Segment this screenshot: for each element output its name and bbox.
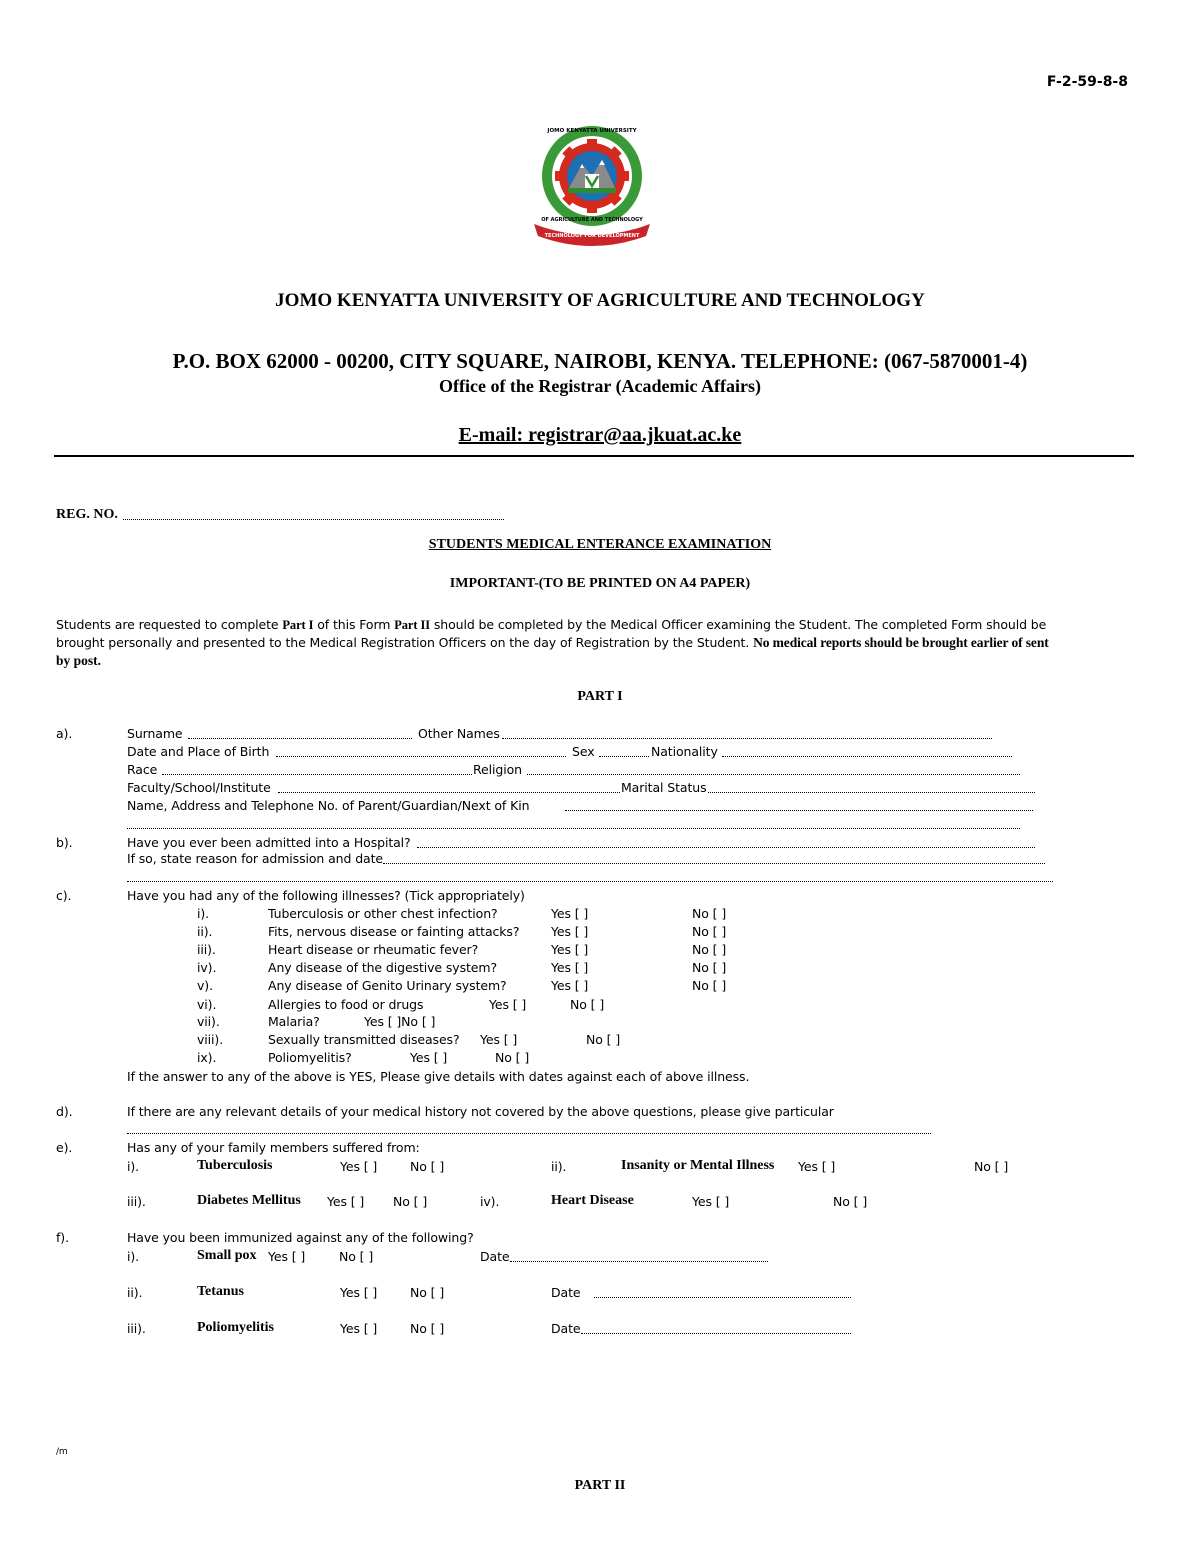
immunization-number: ii).: [127, 1285, 143, 1300]
intro-part1: Part I: [282, 618, 314, 632]
intro-text: of this Form: [313, 617, 395, 632]
illness-number: ix).: [197, 1050, 217, 1065]
section-a-label: a).: [56, 726, 73, 741]
sex-label: Sex: [572, 744, 595, 759]
faculty-field[interactable]: [278, 792, 620, 793]
other-names-label: Other Names: [418, 726, 500, 741]
illness-number: v).: [197, 978, 213, 993]
university-logo: [522, 124, 662, 249]
religion-label: Religion: [473, 762, 522, 777]
reg-no-field[interactable]: [123, 519, 504, 520]
intro-text: should be completed by the Medical Officer examining the Student. The completed Form should be: [430, 617, 1047, 632]
immunization-number: i).: [127, 1249, 140, 1264]
logo-ring-bottom-text: OF AGRICULTURE AND TECHNOLOGY: [541, 217, 643, 223]
family-no-checkbox[interactable]: No [ ]: [833, 1194, 868, 1209]
university-address: P.O. BOX 62000 - 00200, CITY SQUARE, NAIROBI, KENYA. TELEPHONE: (067-5870001-4): [172, 349, 1028, 373]
family-no-checkbox[interactable]: No [ ]: [393, 1194, 428, 1209]
immunization-no-checkbox[interactable]: No [ ]: [339, 1249, 374, 1264]
family-illness-text: Diabetes Mellitus: [197, 1193, 301, 1208]
illness-yes-checkbox[interactable]: Yes [ ]: [410, 1050, 448, 1065]
illness-no-checkbox[interactable]: No [ ]: [692, 942, 727, 957]
illness-text: Sexually transmitted diseases?: [268, 1032, 460, 1047]
family-illness-number: iv).: [480, 1194, 500, 1209]
immunization-date-field[interactable]: [581, 1333, 851, 1334]
office-name: Office of the Registrar (Academic Affairs): [438, 376, 762, 396]
family-illness-number: ii).: [551, 1159, 567, 1174]
admission-reason-question: If so, state reason for admission and date: [127, 851, 383, 866]
family-illness-number: iii).: [127, 1194, 146, 1209]
family-yes-checkbox[interactable]: Yes [ ]: [327, 1194, 365, 1209]
illness-number: viii).: [197, 1032, 224, 1047]
medical-history-field[interactable]: [127, 1133, 931, 1134]
illness-yes-checkbox[interactable]: Yes [ ]: [489, 997, 527, 1012]
immunization-date-label: Date: [480, 1249, 510, 1264]
illness-text: Tuberculosis or other chest infection?: [268, 906, 498, 921]
part-1-heading: PART I: [577, 689, 623, 704]
nationality-field[interactable]: [722, 756, 1012, 757]
illness-yes-checkbox[interactable]: Yes [ ]: [551, 978, 589, 993]
immunization-date-label: Date: [551, 1285, 581, 1300]
illness-no-checkbox[interactable]: No [ ]: [692, 978, 727, 993]
illness-number: iv).: [197, 960, 217, 975]
dob-label: Date and Place of Birth: [127, 744, 270, 759]
illness-text: Heart disease or rheumatic fever?: [268, 942, 479, 957]
illness-no-checkbox[interactable]: No [ ]: [586, 1032, 621, 1047]
footer-mark: /m: [56, 1447, 68, 1457]
family-no-checkbox[interactable]: No [ ]: [974, 1159, 1009, 1174]
intro-text: brought personally and presented to the Medical Registration Officers on the day of Registration by the Student.: [56, 635, 754, 650]
illness-yes-checkbox[interactable]: Yes [ ]: [551, 960, 589, 975]
logo-ring-top-text: JOMO KENYATTA UNIVERSITY: [547, 128, 637, 134]
race-label: Race: [127, 762, 158, 777]
immunization-no-checkbox[interactable]: No [ ]: [410, 1321, 445, 1336]
illness-text: Any disease of the digestive system?: [268, 960, 498, 975]
family-yes-checkbox[interactable]: Yes [ ]: [340, 1159, 378, 1174]
illness-yes-checkbox[interactable]: Yes [ ]: [551, 924, 589, 939]
university-name: JOMO KENYATTA UNIVERSITY OF AGRICULTURE AND TECHNOLOGY: [275, 290, 925, 311]
illness-no-checkbox[interactable]: No [ ]: [495, 1050, 530, 1065]
sex-field[interactable]: [599, 756, 649, 757]
illness-number: ii).: [197, 924, 213, 939]
immunization-text: Tetanus: [197, 1284, 244, 1299]
form-title: STUDENTS MEDICAL ENTERANCE EXAMINATION: [428, 537, 772, 552]
family-no-checkbox[interactable]: No [ ]: [410, 1159, 445, 1174]
section-d-label: d).: [56, 1104, 73, 1119]
immunization-question: Have you been immunized against any of the following?: [127, 1230, 474, 1245]
surname-field[interactable]: [188, 738, 412, 739]
parent-label: Name, Address and Telephone No. of Parent/Guardian/Next of Kin: [127, 798, 530, 813]
illness-question: Have you had any of the following illnesses? (Tick appropriately): [127, 888, 525, 903]
faculty-label: Faculty/School/Institute: [127, 780, 271, 795]
illness-no-checkbox[interactable]: No [ ]: [692, 906, 727, 921]
section-b-label: b).: [56, 835, 73, 850]
immunization-date-field[interactable]: [510, 1261, 768, 1262]
admission-reason-field[interactable]: [383, 863, 1045, 864]
immunization-yes-checkbox[interactable]: Yes [ ]: [268, 1249, 306, 1264]
illness-no-checkbox[interactable]: No [ ]: [692, 960, 727, 975]
admission-reason-field-line-2[interactable]: [127, 881, 1053, 882]
university-seal-icon: [522, 124, 662, 249]
reg-no-label: REG. NO.: [56, 507, 118, 522]
intro-part2: Part II: [394, 618, 430, 632]
immunization-date-field[interactable]: [594, 1297, 851, 1298]
logo-ribbon-text: TECHNOLOGY FOR DEVELOPMENT: [544, 233, 640, 239]
immunization-yes-checkbox[interactable]: Yes [ ]: [340, 1285, 378, 1300]
hospital-answer-field[interactable]: [417, 847, 1035, 848]
religion-field[interactable]: [527, 774, 1020, 775]
illness-yes-checkbox[interactable]: Yes [ ]: [480, 1032, 518, 1047]
race-field[interactable]: [162, 774, 472, 775]
illness-number: iii).: [197, 942, 216, 957]
marital-status-field[interactable]: [708, 792, 1035, 793]
other-names-field[interactable]: [502, 738, 992, 739]
surname-label: Surname: [127, 726, 183, 741]
intro-line-3: by post.: [56, 653, 102, 668]
family-illness-number: i).: [127, 1159, 140, 1174]
header-divider: [54, 455, 1134, 457]
dob-field[interactable]: [276, 756, 566, 757]
part-2-heading: PART II: [574, 1478, 626, 1493]
intro-line-1: [56, 617, 1046, 633]
nationality-label: Nationality: [651, 744, 718, 759]
immunization-no-checkbox[interactable]: No [ ]: [410, 1285, 445, 1300]
hospital-question: Have you ever been admitted into a Hospital?: [127, 835, 411, 850]
parent-field-line-2[interactable]: [127, 828, 1020, 829]
section-e-label: e).: [56, 1140, 73, 1155]
illness-text: Malaria?: [268, 1014, 320, 1029]
immunization-date-label: Date: [551, 1321, 581, 1336]
family-illness-text: Tuberculosis: [197, 1158, 273, 1173]
family-illness-text: Insanity or Mental Illness: [621, 1158, 775, 1173]
immunization-number: iii).: [127, 1321, 146, 1336]
immunization-text: Poliomyelitis: [197, 1320, 274, 1335]
section-f-label: f).: [56, 1230, 69, 1245]
family-history-question: Has any of your family members suffered from:: [127, 1140, 420, 1155]
illness-yes-checkbox[interactable]: Yes [ ]: [551, 942, 589, 957]
form-code: F-2-59-8-8: [1046, 74, 1128, 90]
illness-yes-checkbox[interactable]: Yes [ ]: [551, 906, 589, 921]
illness-text: Allergies to food or drugs: [268, 997, 424, 1012]
print-instruction: IMPORTANT-(TO BE PRINTED ON A4 PAPER): [449, 576, 751, 591]
illness-text: Any disease of Genito Urinary system?: [268, 978, 507, 993]
medical-history-question: If there are any relevant details of your medical history not covered by the above questions, please give particular: [127, 1104, 834, 1119]
illness-number: vii).: [197, 1014, 220, 1029]
illness-number: i).: [197, 906, 210, 921]
illness-text: Poliomyelitis?: [268, 1050, 352, 1065]
illness-no-checkbox[interactable]: No [ ]: [692, 924, 727, 939]
illness-note: If the answer to any of the above is YES, Please give details with dates against each of above illness.: [127, 1069, 750, 1084]
illness-number: vi).: [197, 997, 217, 1012]
family-yes-checkbox[interactable]: Yes [ ]: [798, 1159, 836, 1174]
immunization-text: Small pox: [197, 1248, 257, 1263]
parent-field[interactable]: [565, 810, 1033, 811]
family-yes-checkbox[interactable]: Yes [ ]: [692, 1194, 730, 1209]
intro-line-2: [56, 635, 1049, 651]
illness-no-checkbox[interactable]: No [ ]: [570, 997, 605, 1012]
email-address[interactable]: E-mail: registrar@aa.jkuat.ac.ke: [458, 424, 742, 446]
illness-yes-no-checkboxes[interactable]: Yes [ ]No [ ]: [364, 1014, 436, 1029]
marital-status-label: Marital Status: [621, 780, 707, 795]
family-illness-text: Heart Disease: [551, 1193, 634, 1208]
section-c-label: c).: [56, 888, 72, 903]
illness-text: Fits, nervous disease or fainting attacks?: [268, 924, 520, 939]
intro-text: Students are requested to complete: [56, 617, 283, 632]
immunization-yes-checkbox[interactable]: Yes [ ]: [340, 1321, 378, 1336]
intro-warning: No medical reports should be brought earlier of sent: [753, 635, 1049, 650]
